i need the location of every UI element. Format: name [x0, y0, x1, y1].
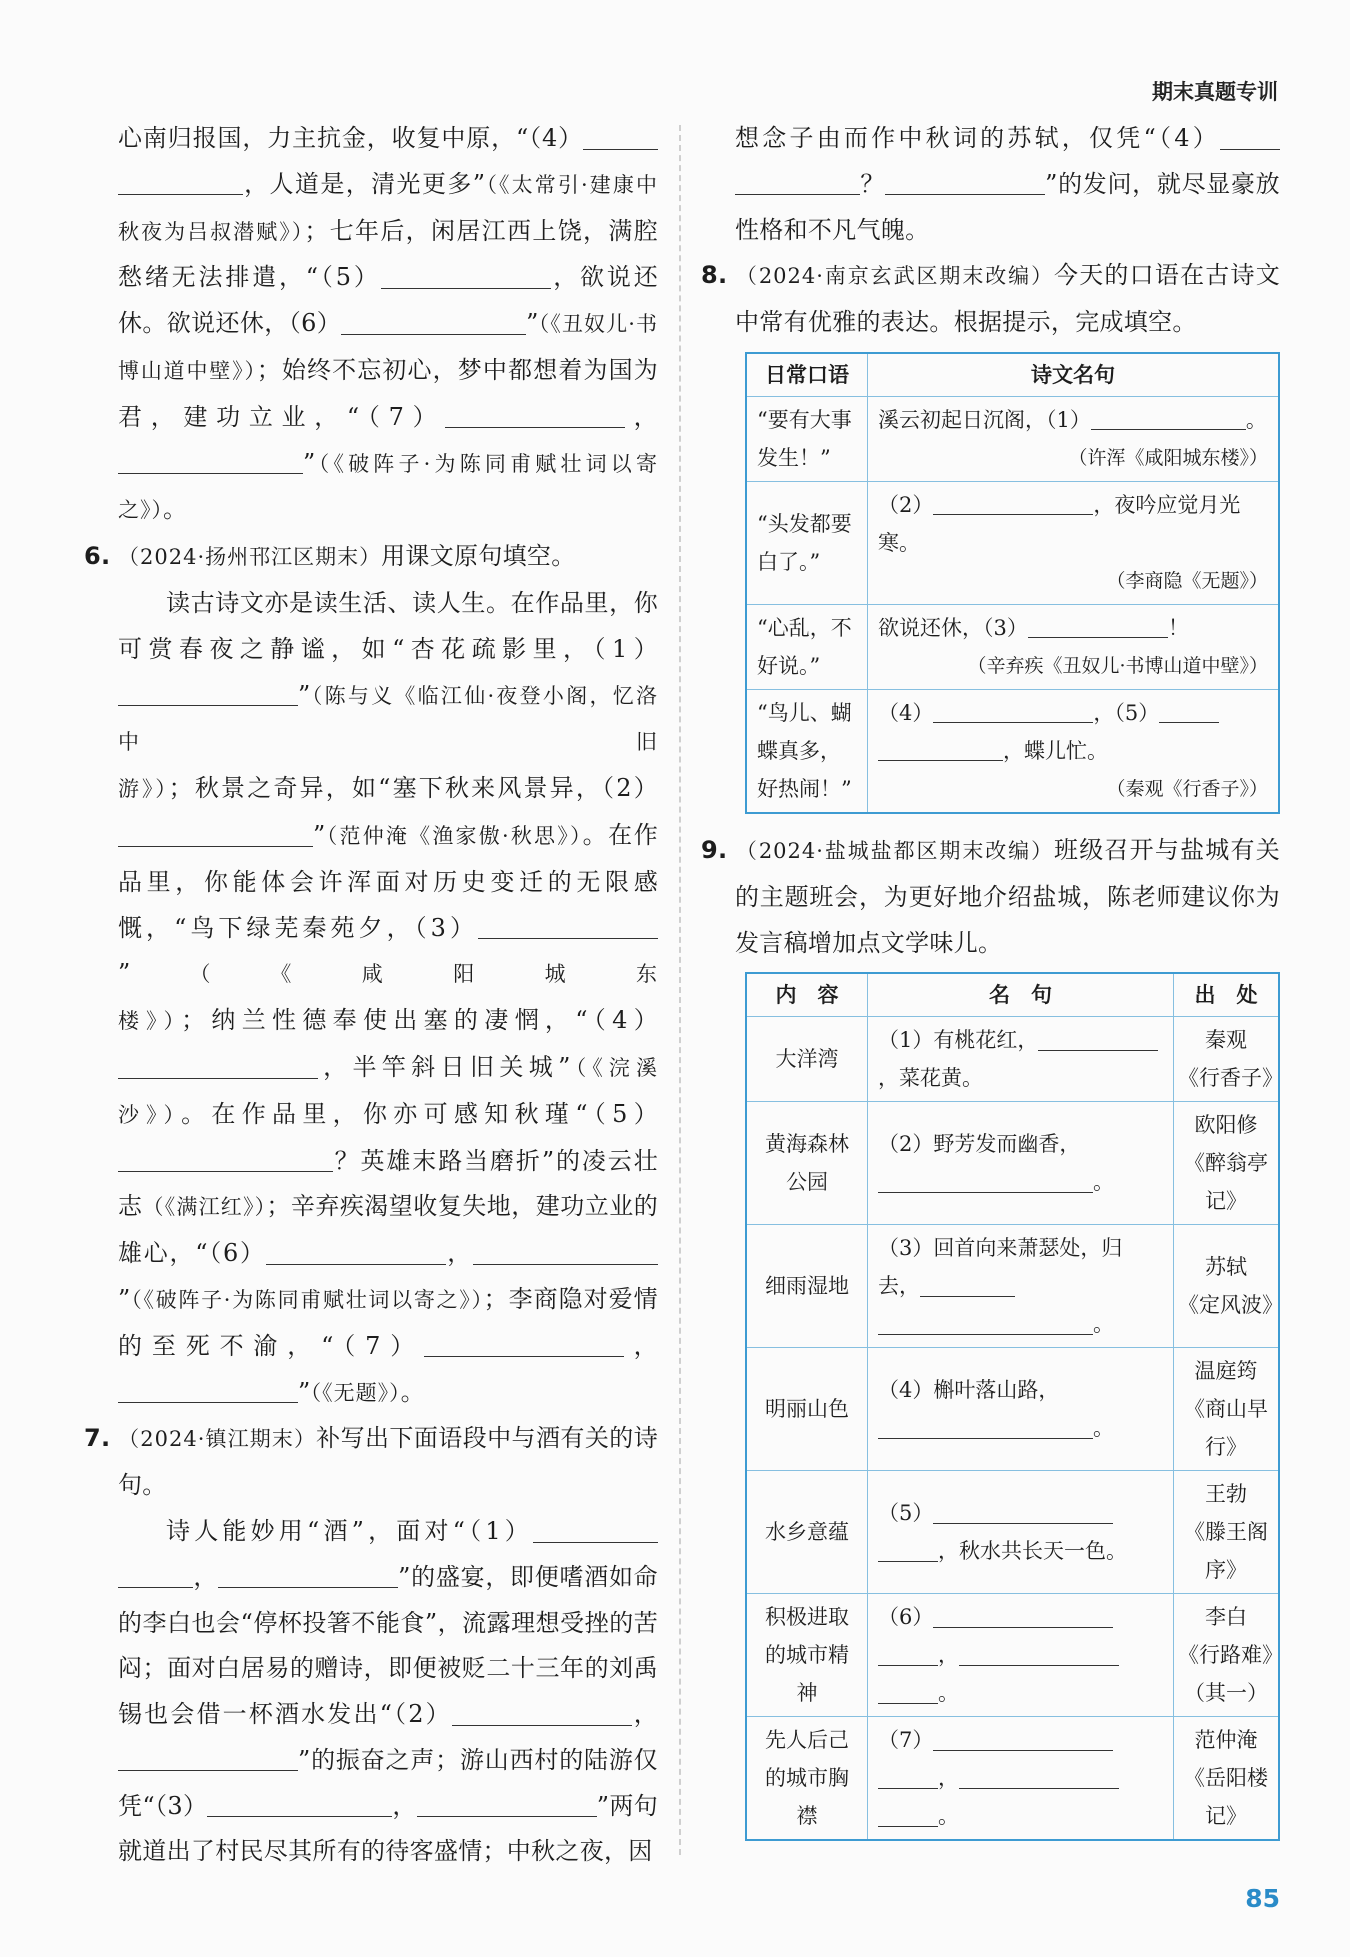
question-6-body: 读古诗文亦是读生活、读人生。在作品里，你可赏春夜之静谧，如“杏花疏影里，（1）”（陈与义《临江仙·夜登小阁，忆洛中旧游》）；秋景之奇异，如“塞下秋来风景异，（2）”（范仲淹《渔家傲·秋思》）。在作品里，你能体会许浑面对历史变迁的无限感慨，“鸟下绿芜秦苑夕，（3）”（《咸阳城东楼》）；纳兰性德奉使出塞的凄惘，“（4），半竿斜日旧关城”（《浣溪沙》）。在作品里，你亦可感知秋瑾“（5）？英雄末路当磨折”的凌云壮志（《满江红》）；辛弃疾渴望收复失地，建功立业的雄心，“（6） ，”（《破阵子·为陈同甫赋壮词以寄之》）；李商隐对爱情的至死不渝，“（7） ，”（《无题》）。	[118, 588, 659, 1406]
table-row: 大洋湾 （1）有桃花红，，菜花黄。 秦观 《行香子》	[746, 1017, 1279, 1102]
section-title: 期末真题专训	[1152, 80, 1278, 104]
page-number: 85	[1245, 1884, 1280, 1913]
answer-blank[interactable]	[1098, 1027, 1158, 1050]
answer-blank[interactable]	[933, 1500, 1113, 1523]
answer-blank[interactable]	[878, 1765, 938, 1788]
yancheng-poetry-table	[745, 972, 1283, 1841]
answer-blank[interactable]	[381, 263, 491, 289]
answer-blank[interactable]	[218, 1562, 398, 1588]
answer-blank[interactable]	[258, 1146, 333, 1172]
answer-blank[interactable]	[478, 913, 658, 939]
answer-blank[interactable]	[118, 1745, 298, 1771]
answer-blank[interactable]	[533, 1516, 658, 1542]
table-row: 水乡意蕴 （5），秋水共长天一色。 王勃 《滕王阁序》	[746, 1471, 1279, 1594]
answer-blank[interactable]	[1220, 123, 1280, 149]
answer-blank[interactable]	[445, 402, 625, 428]
answer-blank[interactable]	[118, 1146, 258, 1172]
answer-blank[interactable]	[243, 1052, 318, 1078]
answer-blank[interactable]	[933, 1604, 1113, 1627]
answer-blank[interactable]	[920, 1273, 1015, 1296]
left-column	[84, 116, 659, 1875]
answer-blank[interactable]	[118, 820, 313, 846]
answer-blank[interactable]	[118, 680, 298, 706]
question-9-title: 9. （2024·盐城盐都区期末改编）班级召开与盐城有关的主题班会，为更好地介绍盐城，陈老师建议你为发言稿增加点文学味儿。	[701, 835, 1281, 957]
question-7-body: 诗人能妙用“酒”，面对“（1）， ”的盛宴，即便嗜酒如命的李白也会“停杯投箸不能食”，流露理想受挫的苦闷；面对白居易的赠诗，即便被贬二十三年的刘禹锡也会借一杯酒水发出“（2） ，”的振奋之声；游山西村的陆游仅凭“（3） ， ”两句就道出了村民尽其所有的待客盛情；中秋之夜，因	[118, 1516, 658, 1866]
answer-blank[interactable]	[424, 1331, 549, 1357]
answer-blank[interactable]	[267, 1791, 392, 1817]
answer-blank[interactable]	[878, 1803, 938, 1826]
answer-blank[interactable]	[878, 1538, 938, 1561]
answer-blank[interactable]	[341, 309, 451, 335]
answer-blank[interactable]	[583, 123, 658, 149]
table-header-row: 内 容 名 句 出 处	[746, 973, 1279, 1017]
answer-blank[interactable]	[878, 1311, 1093, 1334]
answer-blank[interactable]	[885, 169, 1045, 195]
table-row: 先人后己的城市胸襟 （7），。 范仲淹 《岳阳楼记》	[746, 1717, 1279, 1841]
answer-blank[interactable]	[243, 448, 303, 474]
answer-blank[interactable]	[933, 492, 1093, 515]
answer-blank[interactable]	[118, 1377, 298, 1403]
answer-blank[interactable]	[878, 1415, 1093, 1438]
answer-blank[interactable]	[491, 263, 551, 289]
answer-blank[interactable]	[878, 738, 1003, 761]
right-column	[701, 116, 1283, 1855]
table-row: 细雨湿地 （3）回首向来萧瑟处，归去，。 苏轼 《定风波》	[746, 1225, 1279, 1348]
q5-continuation: 心南归报国，力主抗金，收复中原，“（4），人道是，清光更多”（《太常引·建康中秋夜为吕叔潜赋》）；七年后，闲居江西上饶，满腔愁绪无法排遣，“（5） ，欲说还休。欲说还休，（6） ”（《丑奴儿·书博山道中壁》）；始终不忘初心，梦中都想着为国为君，建功立业，“（7） ，”（《破阵子·为陈同甫赋壮词以寄之》）。	[118, 124, 658, 524]
answer-blank[interactable]	[207, 1791, 267, 1817]
answer-blank[interactable]	[598, 1239, 658, 1265]
table-header-row: 日常口语 诗文名句	[746, 353, 1279, 397]
answer-blank[interactable]	[878, 1680, 938, 1703]
table-row: “头发都要白了。” （2） ，夜吟应觉月光寒。 （李商隐《无题》）	[746, 481, 1279, 604]
question-8-title: 8. （2024·南京玄武区期末改编）今天的口语在古诗文中常有优雅的表达。根据提示，完成填空。	[701, 261, 1281, 337]
answer-blank[interactable]	[735, 169, 860, 195]
answer-blank[interactable]	[118, 448, 243, 474]
answer-blank[interactable]	[266, 1239, 446, 1265]
table-row: 明丽山色 （4）槲叶落山路，。 温庭筠 《商山早行》	[746, 1348, 1279, 1471]
question-7-title: 7. （2024·镇江期末）补写出下面语段中与酒有关的诗句。	[84, 1424, 658, 1500]
answer-blank[interactable]	[878, 1642, 938, 1665]
oral-poetry-table	[745, 352, 1280, 814]
answer-blank[interactable]	[933, 700, 1093, 723]
answer-blank[interactable]	[452, 1700, 632, 1726]
answer-blank[interactable]	[473, 1239, 598, 1265]
table-row: 黄海森林公园 （2）野芳发而幽香，。 欧阳修 《醉翁亭记》	[746, 1102, 1279, 1225]
answer-blank[interactable]	[118, 1052, 243, 1078]
answer-blank[interactable]	[1091, 407, 1186, 430]
answer-blank[interactable]	[933, 1727, 1113, 1750]
column-divider	[679, 125, 681, 1855]
answer-blank[interactable]	[1186, 407, 1246, 430]
answer-blank[interactable]	[959, 1642, 1119, 1665]
table-row: “鸟儿、蝴蝶真多，好热闹！” （4） ，（5），蝶儿忙。 （秦观《行香子》）	[746, 689, 1279, 813]
answer-blank[interactable]	[878, 1169, 1093, 1192]
q7-continuation: 想念子由而作中秋词的苏轼，仅凭“（4）？ ”的发问，就尽显豪放性格和不凡气魄。	[735, 124, 1280, 244]
question-6-title: 6. （2024·扬州邗江区期末）用课文原句填空。	[84, 542, 576, 571]
answer-blank[interactable]	[451, 309, 526, 335]
answer-blank[interactable]	[118, 1562, 193, 1588]
answer-blank[interactable]	[549, 1331, 624, 1357]
table-row: 积极进取的城市精神 （6），。 李白 《行路难》 （其一）	[746, 1594, 1279, 1717]
answer-blank[interactable]	[1038, 1027, 1098, 1050]
table-row: “心乱，不好说。” 欲说还休，（3） ！ （辛弃疾《丑奴儿·书博山道中壁》）	[746, 604, 1279, 689]
answer-blank[interactable]	[1159, 700, 1219, 723]
answer-blank[interactable]	[417, 1791, 597, 1817]
answer-blank[interactable]	[1028, 615, 1168, 638]
answer-blank[interactable]	[959, 1765, 1119, 1788]
answer-blank[interactable]	[118, 169, 243, 195]
table-row: “要有大事发生！” 溪云初起日沉阁，（1） 。 （许浑《咸阳城东楼》）	[746, 396, 1279, 481]
